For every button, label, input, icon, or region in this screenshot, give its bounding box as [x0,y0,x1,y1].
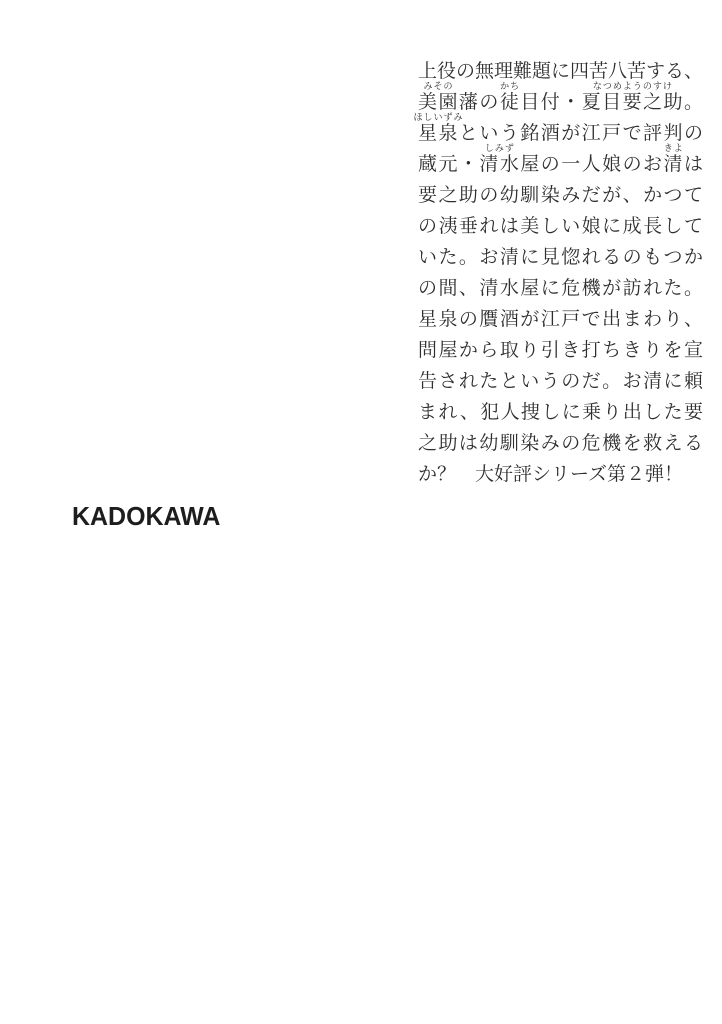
synopsis-line [418,143,703,180]
furigana-annotation: みその [423,81,454,91]
synopsis-line [418,211,703,242]
synopsis-text-segment: という銘酒が江戸で評判の [458,123,703,144]
furigana-annotation: かち [500,81,521,91]
synopsis-text-segment: か？ 大好評シリーズ第２弾！ [418,464,684,485]
synopsis-text-segment: の間、清水屋に危機が訪れた。 [418,278,703,299]
synopsis-text-segment: いた。お清に見惚れるのもつか [418,247,703,268]
ruby-base-text: 清水 しみず [479,143,521,175]
furigana-annotation: ほしいずみ [413,112,464,122]
synopsis-text-segment: 蔵元・ [418,154,480,175]
synopsis-line [418,428,703,459]
synopsis-line [418,273,703,304]
ruby-base-text: 美園 みその [418,81,459,113]
synopsis-line [418,459,703,490]
synopsis-text-segment: 。 [683,92,703,113]
synopsis-text-segment: 之助は幼馴染みの危機を救える [418,433,703,454]
synopsis-line [418,397,703,428]
synopsis-text-block [413,56,704,490]
synopsis-text-segment: 告されたというのだ。お清に頼 [418,371,703,392]
furigana-annotation: きよ [663,143,684,153]
synopsis-line [418,366,703,397]
synopsis-text-segment: 星泉の贋酒が江戸で出まわり、 [418,309,703,330]
synopsis-text-segment: 上役の無理難題に四苦八苦する、 [418,61,704,82]
ruby-base-text: 徒 かち [499,81,521,113]
kadokawa-logo: KADOKAWA [72,501,221,531]
synopsis-line [418,335,703,366]
ruby-base-text: 清 きよ [663,143,684,175]
synopsis-line [413,112,703,149]
synopsis-text-segment: 屋の一人娘のお [520,154,664,175]
synopsis-text-segment: 藩の [458,92,500,113]
furigana-annotation: なつめようのすけ [592,81,673,91]
synopsis-line [418,242,703,273]
synopsis-text-segment: まれ、犯人捜しに乗り出した要 [418,402,703,423]
synopsis-text-segment: 要之助の幼馴染みだが、かつて [418,185,703,206]
synopsis-line [418,304,703,335]
furigana-annotation: しみず [484,143,515,153]
ruby-base-text: 星泉 ほしいずみ [413,112,464,144]
synopsis-text-segment: 目付・ [520,92,582,113]
synopsis-text-segment: の洟垂れは美しい娘に成長して [418,216,703,237]
synopsis-line [418,180,703,211]
synopsis-text-segment: は [683,154,703,175]
ruby-base-text: 夏目要之助 なつめようのすけ [581,81,684,113]
synopsis-text-segment: 問屋から取り引き打ちきりを宣 [418,340,703,361]
